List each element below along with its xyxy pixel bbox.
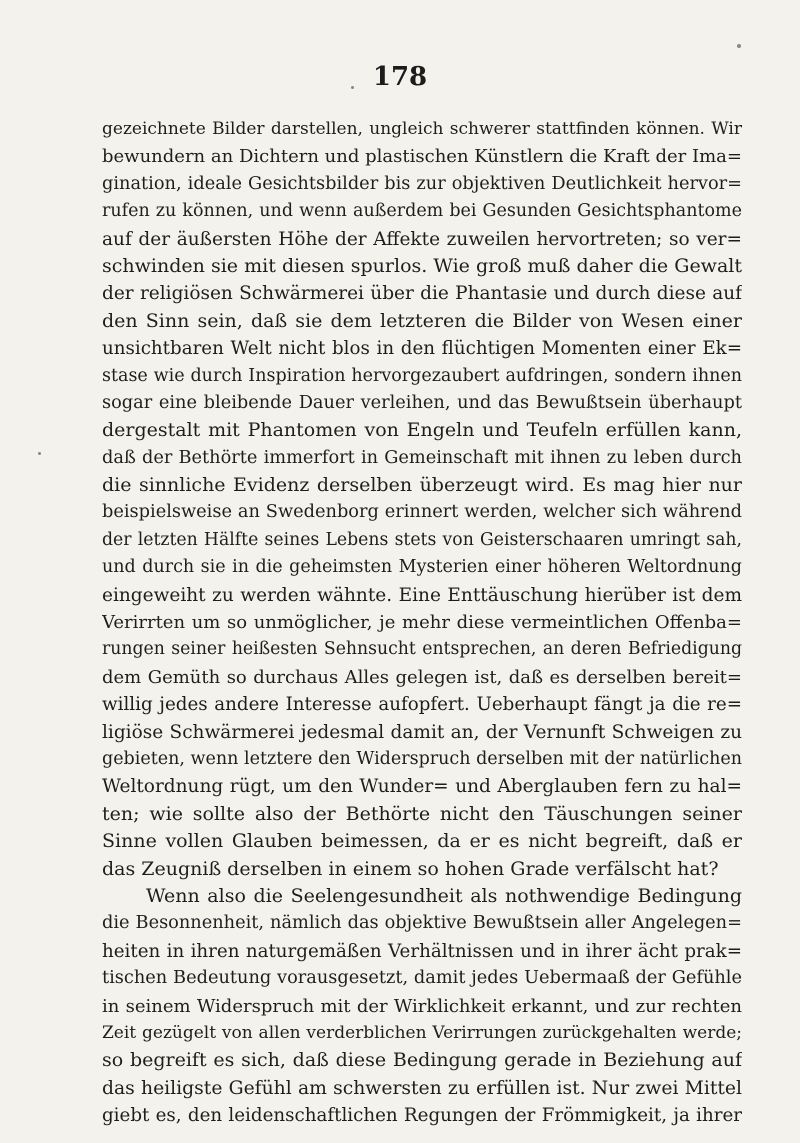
text-line: Sinne vollen Glauben beimessen, da er es nicht begreift, daß er — [102, 830, 742, 853]
text-line: Weltordnung rügt, um den Wunder= und Aberglauben fern zu hal= — [102, 776, 742, 798]
text-line: schwinden sie mit diesen spurlos. Wie groß muß daher die Gewalt — [102, 254, 742, 277]
text-line: ten; wie sollte also der Bethörte nicht den Täuschungen seiner — [102, 802, 742, 825]
text-line: den Sinn sein, daß sie dem letzteren die Bilder von Wesen einer — [102, 309, 742, 332]
text-line: dergestalt mit Phantomen von Engeln und Teufeln erfüllen kann, — [102, 419, 742, 442]
text-line: das Zeugniß derselben in einem so hohen Grade verfälscht hat? — [102, 857, 719, 880]
text-line: sogar eine bleibende Dauer verleihen, und das Bewußtsein überhaupt — [102, 392, 742, 413]
text-line: der letzten Hälfte seines Lebens stets von Geisterschaaren umringt sah, — [102, 529, 742, 550]
text-line: unsichtbaren Welt nicht blos in den flüchtigen Momenten einer Ek= — [102, 338, 742, 360]
text-line: gezeichnete Bilder darstellen, ungleich schwerer stattfinden können. Wir — [102, 119, 742, 139]
text-line: auf der äußersten Höhe der Affekte zuweilen hervortreten; so ver= — [102, 228, 742, 250]
body-text — [102, 116, 742, 1129]
text-line: eingeweiht zu werden wähnte. Eine Enttäuschung hierüber ist dem — [102, 584, 742, 606]
text-line: willig jedes andere Interesse aufopfert. Ueberhaupt fängt ja die re= — [102, 694, 742, 716]
text-line: Zeit gezügelt von allen verderblichen Verirrungen zurückgehalten werde; — [102, 1022, 742, 1043]
speck — [38, 452, 41, 455]
text-line: gination, ideale Gesichtsbilder bis zur objektiven Deutlichkeit hervor= — [102, 173, 742, 194]
text-line: die Besonnenheit, nämlich das objektive Bewußtsein aller Angelegen= — [102, 913, 742, 934]
page-number: 178 — [372, 62, 428, 92]
text-line: rufen zu können, und wenn außerdem bei Gesunden Gesichtsphantome — [102, 201, 742, 222]
text-line: dem Gemüth so durchaus Alles gelegen ist, daß es derselben bereit= — [102, 666, 742, 688]
text-line: ligiöse Schwärmerei jedesmal damit an, der Vernunft Schweigen zu — [102, 721, 742, 743]
text-line: beispielsweise an Swedenborg erinnert werden, welcher sich während — [102, 502, 742, 523]
text-line: heiten in ihren naturgemäßen Verhältnissen und in ihrer ächt prak= — [102, 940, 742, 962]
paragraph-start-line: Wenn also die Seelengesundheit als nothwendige Bedingung — [146, 884, 742, 907]
text-line: daß der Bethörte immerfort in Gemeinschaft mit ihnen zu leben durch — [102, 447, 742, 468]
text-line: rungen seiner heißesten Sehnsucht entsprechen, an deren Befriedigung — [102, 639, 742, 660]
text-line: stase wie durch Inspiration hervorgezaubert aufdringen, sondern ihnen — [102, 365, 742, 386]
text-line: tischen Bedeutung vorausgesetzt, damit jedes Uebermaaß der Gefühle — [102, 968, 742, 989]
text-line: und durch sie in die geheimsten Mysterien einer höheren Weltordnung — [102, 557, 742, 578]
text-line: bewundern an Dichtern und plastischen Künstlern die Kraft der Ima= — [102, 146, 742, 168]
text-line: das heiligste Gefühl am schwersten zu erfüllen ist. Nur zwei Mittel — [102, 1077, 742, 1099]
text-line: der religiösen Schwärmerei über die Phantasie und durch diese auf — [102, 283, 742, 305]
text-line: gebieten, wenn letztere den Widerspruch derselben mit der natürlichen — [102, 748, 742, 769]
text-line: so begreift es sich, daß diese Bedingung gerade in Beziehung auf — [102, 1049, 742, 1072]
text-line: giebt es, den leidenschaftlichen Regungen der Frömmigkeit, ja ihrer — [102, 1105, 742, 1127]
text-line: Verirrten um so unmöglicher, je mehr diese vermeintlichen Offenba= — [102, 612, 742, 634]
text-line: die sinnliche Evidenz derselben überzeugt wird. Es mag hier nur — [102, 474, 742, 497]
speck — [737, 44, 741, 48]
text-line: in seinem Widerspruch mit der Wirklichkeit erkannt, und zur rechten — [102, 995, 742, 1017]
